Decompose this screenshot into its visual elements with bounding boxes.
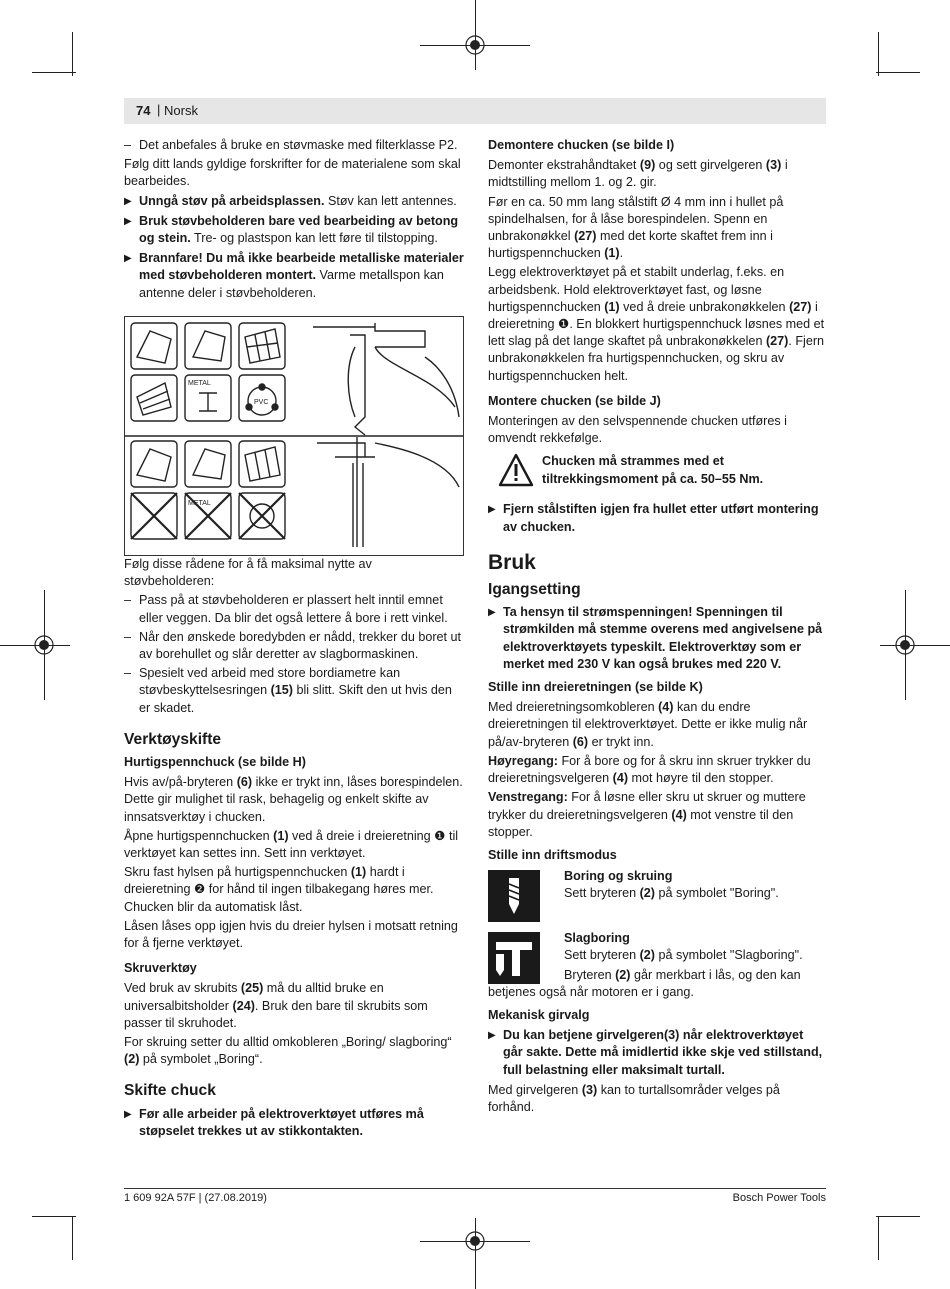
page-number: 74 (136, 103, 151, 118)
warning-text: Chucken må strammes med et tiltrekkingsmoment på ca. 50–55 Nm. (542, 454, 764, 486)
paragraph: Med dreieretningsomkobleren (4) kan du endre dreieretningen til elektroverktøyet. Dette er ikke mulig når på/av-bryteren (6) er trykt inn. (488, 700, 808, 749)
subheading: Mekanisk girvalg (488, 1007, 590, 1022)
section-name: Norsk (164, 103, 198, 118)
chapter-heading: Bruk (488, 550, 536, 574)
left-column-bottom (124, 556, 464, 1143)
crop-mark (72, 32, 73, 76)
crop-mark (72, 1216, 73, 1260)
footer-brand: Bosch Power Tools (732, 1192, 826, 1204)
crop-mark (876, 1216, 920, 1217)
subheading: Demontere chucken (se bilde I) (488, 138, 675, 152)
header-separator: | (157, 102, 161, 117)
paragraph: Legg elektroverktøyet på et stabilt underlag, f.eks. en arbeidsbenk. Hold elektroverktøyet fast, og løsne hurtigspennchucken (1) ved å dreie unbrakonøkkelen (27) i dreieretning ❶. En blokkert hurtigspennchuck løsnes med et lett slag på det lange skaftet på unbrakonøkkelen (27). Fjern unbrakonøkkelen fra hurtigspennchucken, og skru av hurtigspennchucken helt. (488, 265, 825, 383)
dash-item: – Det anbefales å bruke en støvmaske med filterklasse P2. (124, 137, 464, 154)
pvc-icon (239, 375, 285, 421)
drill-mode-icon (488, 870, 540, 922)
paragraph: Ved bruk av skrubits (25) må du alltid bruke en universalbitsholder (24). Bruk den bare til skrubits som passer til skruhodet. (124, 981, 428, 1030)
paragraph: For skruing setter du alltid omkobleren „Boring/ slagboring“ (2) på symbolet „Boring“. (124, 1035, 452, 1067)
mode-hammer-drilling: Slagboring Sett bryteren (2) på symbolet "Slagboring". (488, 930, 826, 964)
subheading: Stille inn driftsmodus (488, 847, 617, 862)
dash-item: – Pass på at støvbeholderen er plassert helt inntil emnet eller veggen. Da blir det også lettere å bore i rett vinkel. (124, 592, 464, 626)
left-column-top (124, 137, 464, 305)
paragraph: Med girvelgeren (3) kan to turtallsområder velges på forhånd. (488, 1082, 780, 1114)
right-column (488, 137, 826, 1118)
paragraph: Følg ditt lands gyldige forskrifter for de materialene som skal bearbeides. (124, 157, 461, 189)
warning-block (488, 453, 826, 493)
paragraph: Bryteren (2) går merkbart i lås, og den kan betjenes også når motoren er i gang. (488, 967, 801, 999)
page-header (124, 98, 826, 124)
subheading: Skruverktøy (124, 961, 197, 976)
registration-mark-icon (894, 634, 916, 656)
registration-mark-icon (464, 34, 486, 56)
paragraph: Venstregang: For å løsne eller skru ut skruer og muttere trykker du dreieretningsvelgeren (4) mot venstre til den stopper. (488, 790, 806, 839)
footer-rule (124, 1188, 826, 1189)
bullet-item: ▶ Unngå støv på arbeidsplassen. Støv kan lett antennes. (124, 193, 464, 210)
paragraph: Demonter ekstrahåndtaket (9) og sett girvelgeren (3) i midtstilling mellom 1. og 2. gir. (488, 158, 788, 190)
mode-title: Boring og skruing (564, 869, 673, 884)
subheading: Hurtigspennchuck (se bilde H) (124, 755, 306, 770)
registration-mark-icon (33, 634, 55, 656)
dash-item: – Spesielt ved arbeid med store bordiametre kan støvbeskyttelsesringen (15) bli slitt. Skift den ut hvis den er skadet. (124, 665, 464, 717)
concrete-icon (131, 323, 177, 369)
mode-title: Slagboring (564, 931, 630, 946)
warning-triangle-icon (498, 453, 534, 487)
crop-mark (878, 1216, 879, 1260)
bullet-item: ▶ Fjern stålstiften igjen fra hullet etter utført montering av chucken. (488, 501, 826, 535)
metal-label-crossed: METAL (188, 500, 211, 507)
crop-mark (878, 32, 879, 76)
paragraph: Før en ca. 50 mm lang stålstift Ø 4 mm inn i hullet på spindelhalsen, for å låse borespindelen. Spenn en unbrakonøkkel (27) med det korte skaftet frem inn i hurtigspennchucken (1). (488, 194, 784, 261)
metal-label: METAL (188, 380, 211, 387)
paragraph: Monteringen av den selvspennende chucken utføres i omvendt rekkefølge. (488, 414, 787, 446)
section-heading: Verktøyskifte (124, 730, 222, 748)
paragraph: Følg disse rådene for å få maksimal nytte av støvbeholderen: (124, 557, 372, 589)
pvc-label: PVC (254, 399, 269, 406)
crop-mark (32, 1216, 76, 1217)
bullet-item: ▶ Du kan betjene girvelgeren(3) når elektroverktøyet går sakte. Dette må imidlertid ikke skje ved stillstand, full belastning eller maksimalt turtall. (488, 1027, 826, 1079)
crop-mark (475, 1218, 476, 1289)
subheading: Stille inn dreieretningen (se bilde K) (488, 680, 703, 695)
bullet-item: ▶ Ta hensyn til strømspenningen! Spenningen til strømkilden må stemme overens med angivelsene på elektroverktøyets typeskilt. Elektroverktøy som er merket med 230 V kan også brukes med 220 V. (488, 604, 826, 673)
section-heading: Skifte chuck (124, 1082, 216, 1100)
paragraph: Skru fast hylsen på hurtigspennchucken (1) hardt i dreieretning ❷ for hånd til ingen tilbakegang høres mer. Chucken blir da automatisk låst. (124, 865, 434, 914)
mode-drilling: Boring og skruing Sett bryteren (2) på symbolet "Boring". (488, 868, 826, 926)
bullet-item: ▶ Bruk støvbeholderen bare ved bearbeiding av betong og stein. Tre- og plastspon kan lett føre til tilstopping. (124, 213, 464, 247)
dash-item: – Når den ønskede boredybden er nådd, trekker du boret ut av borehullet og slår deretter av slagbormaskinen. (124, 629, 464, 663)
paragraph: Åpne hurtigspennchucken (1) ved å dreie i dreieretning ❶ til verktøyet kan settes inn. Sett inn verktøyet. (124, 828, 459, 861)
registration-mark-icon (464, 1230, 486, 1252)
paragraph: Låsen låses opp igjen hvis du dreier hylsen i motsatt retning for å fjerne verktøyet. (124, 918, 458, 951)
footer-doc-id: 1 609 92A 57F | (27.08.2019) (124, 1192, 267, 1204)
crop-mark (876, 72, 920, 73)
paragraph: Høyregang: For å bore og for å skru inn skruer trykker du dreieretningsvelgeren (4) mot høyre til den stopper. (488, 753, 811, 786)
crop-mark (32, 72, 76, 73)
bullet-item: ▶ Før alle arbeider på elektroverktøyet utføres må støpselet trekkes ut av stikkontakten. (124, 1106, 464, 1140)
hammer-drill-mode-icon (488, 932, 540, 984)
section-heading: Igangsetting (488, 581, 581, 599)
dust-container-figure (124, 316, 464, 556)
paragraph: Hvis av/på-bryteren (6) ikke er trykt inn, låses borespindelen. Dette gir mulighet til rask, behagelig og enkelt skifte av innsatsverktøy i chucken. (124, 775, 463, 824)
bullet-item: ▶ Brannfare! Du må ikke bearbeide metalliske materialer med støvbeholderen montert. Varme metallspon kan antenne deler i støvbeholderen. (124, 250, 464, 302)
subheading: Montere chucken (se bilde J) (488, 393, 661, 408)
material-illustration (125, 317, 463, 555)
